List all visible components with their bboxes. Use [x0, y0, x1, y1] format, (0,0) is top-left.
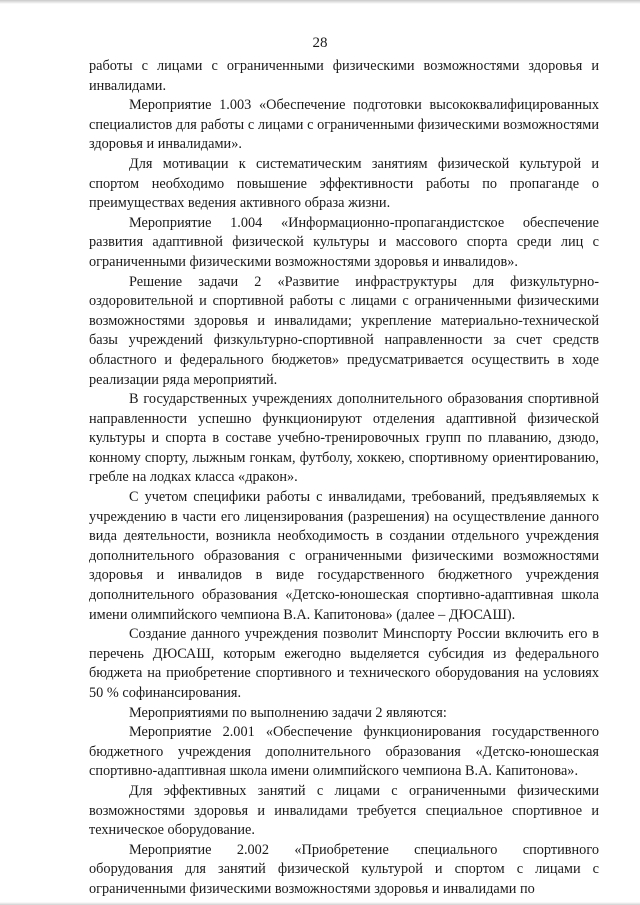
paragraph-measure-1-004: Мероприятие 1.004 «Информационно-пропагандистское обеспечение развития адаптивной физической культуры и массового спорта среди лиц с ограниченными физическими возможностями здоровья и инвалидов».: [89, 214, 599, 270]
document-body: [89, 57, 599, 900]
paragraph-creation: Создание данного учреждения позволит Минспорту России включить его в перечень ДЮСАШ, которым ежегодно выделяется субсидия из федерального бюджета на приобретение спортивного и технического оборудования на условиях 50 % софинансирования.: [89, 626, 599, 701]
paragraph-measure-1-003: Мероприятие 1.003 «Обеспечение подготовки высококвалифицированных специалистов для работы с лицами с ограниченными физическими возможностями здоровья и инвалидами».: [89, 97, 599, 153]
paragraph-task-2: Решение задачи 2 «Развитие инфраструктуры для физкультурно-оздоровительной и спортивной работы с лицами с ограниченными физическими возможностями здоровья и инвалидами; укрепление материально-технической базы учреждений физкультурно-спортивной направленности за счет средств областного и федерального бюджетов» предусматривается осуществить в ходе реализации ряда мероприятий.: [89, 273, 599, 388]
paragraph-motivation: Для мотивации к систематическим занятиям физической культурой и спортом необходимо повышение эффективности работы по пропаганде о преимуществах ведения активного образа жизни.: [89, 155, 599, 212]
paragraph-equipment-need: Для эффективных занятий с лицами с ограниченными физическими возможностями здоровья и инвалидами требуется специальное спортивное и техническое оборудование.: [89, 782, 599, 839]
scan-top-edge: [0, 0, 640, 4]
paragraph-task-2-measures: Мероприятиями по выполнению задачи 2 являются:: [129, 704, 447, 721]
paragraph-state-institutions: В государственных учреждениях дополнительного образования спортивной направленности успешно функционируют отделения адаптивной физической культуры и спорта в составе учебно-тренировочных групп по плаванию, дзюдо, конному спорту, лыжным гонкам, футболу, хоккею, спортивному ориентированию, гребле на лодках класса «дракон».: [89, 391, 599, 486]
paragraph-continuation: работы с лицами с ограниченными физическими возможностями здоровья и инвалидами.: [89, 58, 599, 94]
paragraph-measure-2-001: Мероприятие 2.001 «Обеспечение функционирования государственного бюджетного учреждения дополнительного образования «Детско-юношеская спортивно-адаптивная школа имени олимпийского чемпиона В.А. Капитонова».: [89, 724, 599, 780]
page-number: 28: [312, 35, 328, 51]
paragraph-measure-2-002: Мероприятие 2.002 «Приобретение специального спортивного оборудования для занятий физической культурой и спортом с лицами с ограниченными физическими возможностями здоровья и инвалидами по: [89, 841, 599, 897]
paragraph-specifics: С учетом специфики работы с инвалидами, требований, предъявляемых к учреждению в части его лицензирования (разрешения) на осуществление данного вида деятельности, возникла необходимость в создании отдельного учреждения дополнительного образования с ограниченными физическими возможностями здоровья и инвалидов в виде государственного бюджетного учреждения дополнительного образования «Детско-юношеская спортивно-адаптивная школа имени олимпийского чемпиона В.А. Капитонова» (далее – ДЮСАШ).: [89, 489, 599, 623]
